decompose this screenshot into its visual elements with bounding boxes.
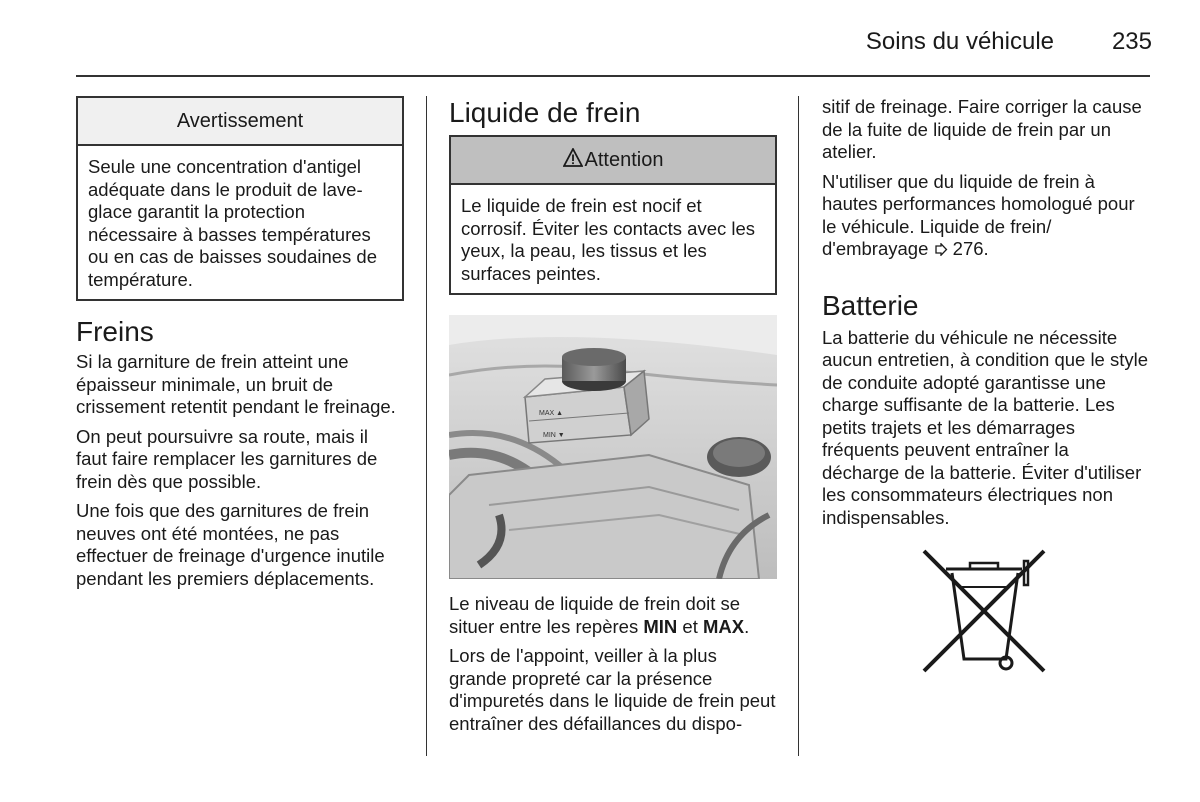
attention-title-text: Attention <box>584 148 664 171</box>
section-title: Soins du véhicule <box>865 28 1054 55</box>
column-left <box>76 96 404 597</box>
freins-paragraph: Si la garniture de frein atteint une épaisseur minimale, un bruit de crissement retentit pendant le freinage. <box>76 351 396 417</box>
batterie-text: La batterie du véhicule ne nécessite aucun entretien, à condition que le style de conduite adopté garantisse une charge suffisante de la batterie. Les petits trajets et les démarrages fréquents peuvent entraîner la décharge de la batterie. Éviter d'utiliser les consommateurs électriques non indispensables. <box>822 326 1149 528</box>
freins-paragraph: On peut poursuivre sa route, mais il faut faire remplacer les garnitures de frein dès que possible. <box>76 425 378 492</box>
reference-arrow-icon <box>934 238 948 259</box>
warning-box <box>76 96 404 301</box>
refill-text: Lors de l'appoint, veiller à la plus grande propreté car la présence d'impuretés dans le liquide de frein peut entraîner des défaillances du dispo- <box>449 645 776 734</box>
attention-box-title <box>451 137 775 185</box>
liquide-de-frein-heading: Liquide de frein <box>449 97 641 128</box>
header-divider <box>76 75 1150 77</box>
fluid-level-text: Le niveau de liquide de frein doit se situer entre les repères MIN et MAX. <box>449 593 750 637</box>
warning-box-text: Seule une concentration d'antigel adéquate dans le produit de lave-glace garantit la protection nécessaire à basses températures ou en cas de baisses soudaines de température. <box>88 156 378 290</box>
column-divider <box>798 96 799 756</box>
continuation-text: sitif de freinage. Faire corriger la cause de la fuite de liquide de frein par un atelier. <box>822 96 1142 162</box>
column-middle <box>449 96 777 742</box>
freins-heading: Freins <box>76 316 154 347</box>
fluid-spec-text: N'utiliser que du liquide de frein à hautes performances homologué pour le véhicule. Liquide de frein/ d'embrayage 276. <box>822 170 1135 259</box>
column-right <box>822 96 1150 675</box>
page-header <box>0 0 1200 78</box>
brake-fluid-reservoir-photo <box>449 315 777 579</box>
attention-box <box>449 135 777 295</box>
warning-triangle-icon <box>563 148 583 173</box>
batterie-heading: Batterie <box>822 289 919 321</box>
min-mark: MIN ▼ <box>543 432 565 439</box>
warning-box-title: Avertissement <box>78 98 402 146</box>
freins-paragraph: Une fois que des garnitures de frein neuves ont été montées, ne pas effectuer de freinage d'urgence inutile pendant les premiers déplacements. <box>76 500 385 589</box>
crossed-out-bin-icon <box>920 547 1048 675</box>
max-mark: MAX ▲ <box>539 410 564 417</box>
attention-box-text: Le liquide de frein est nocif et corrosif. Éviter les contacts avec les yeux, la peau, les tissus et les surfaces peintes. <box>461 195 756 284</box>
column-divider <box>426 96 427 756</box>
page-number: 235 <box>1111 28 1152 55</box>
